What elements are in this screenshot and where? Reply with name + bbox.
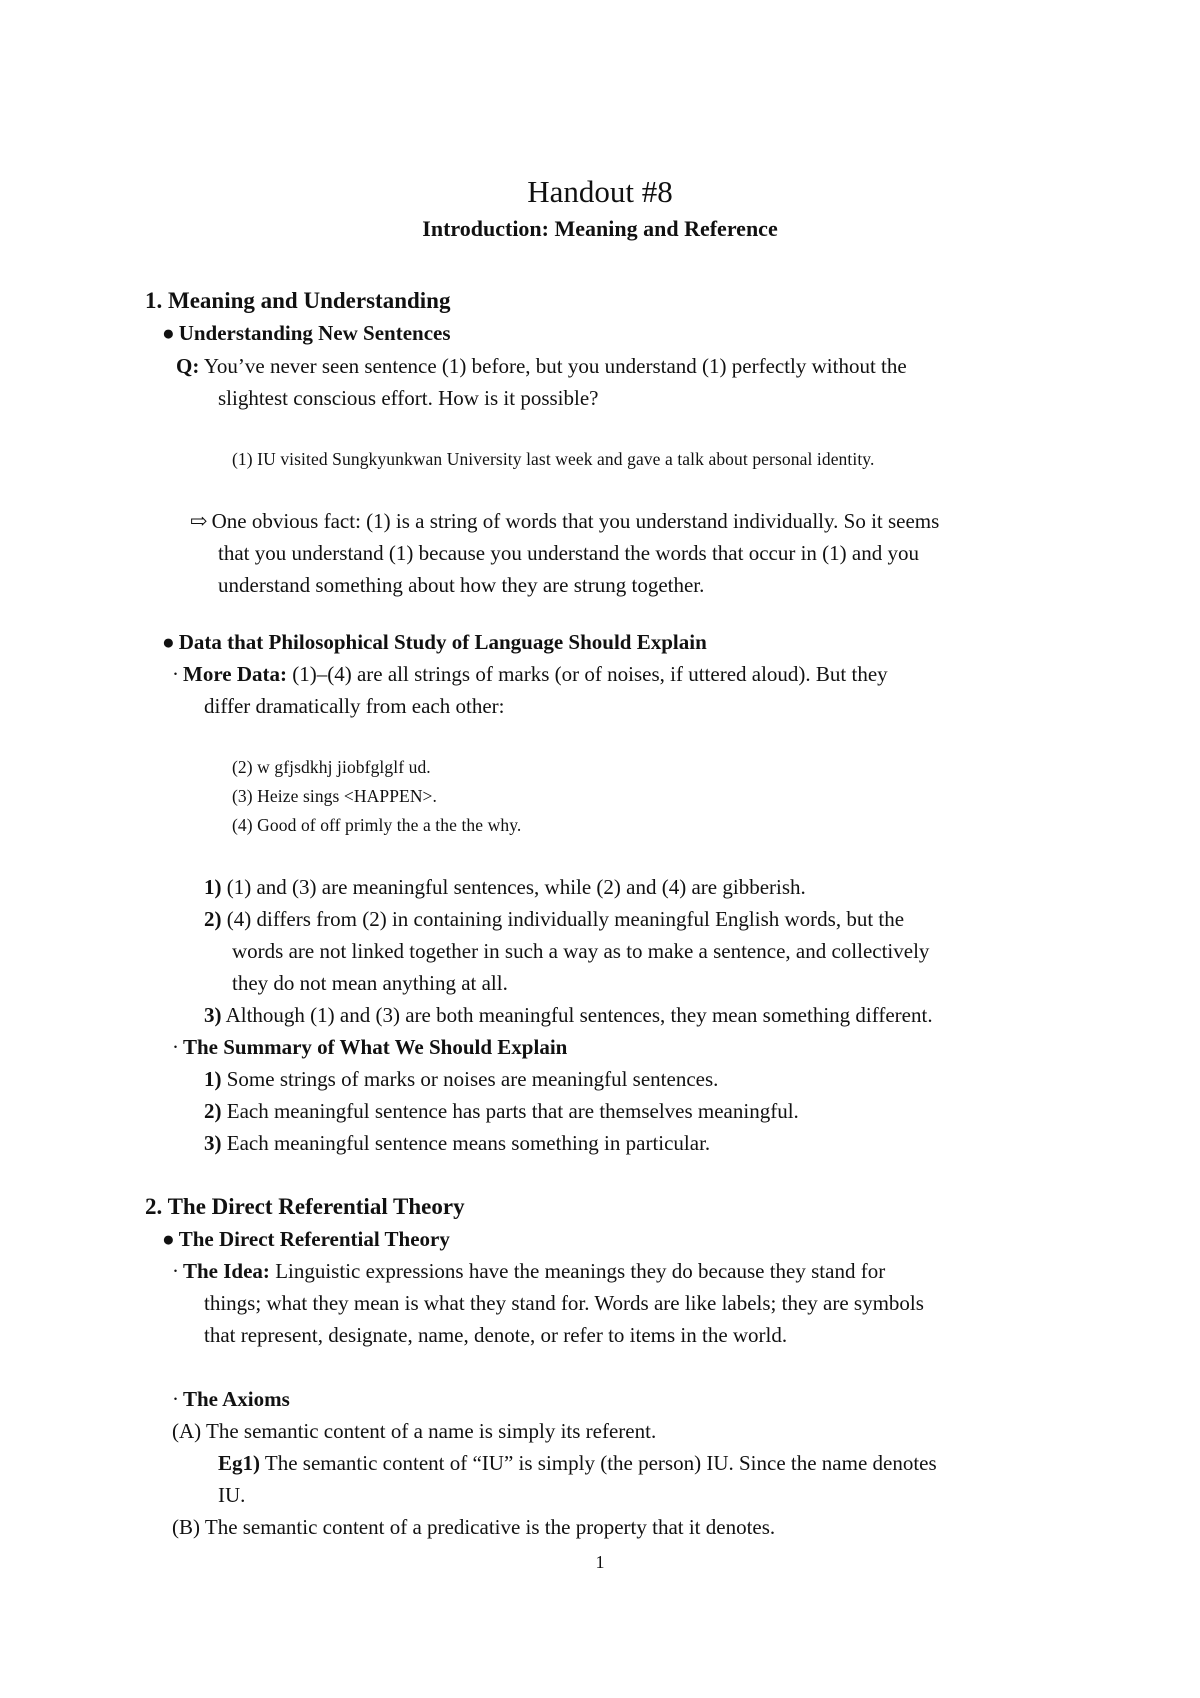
point-2-line-1 bbox=[204, 904, 904, 934]
more-data-line-1 bbox=[172, 659, 888, 689]
example-sentence-2: (2) w gfjsdkhj jiobfglglf ud. bbox=[232, 757, 431, 777]
subsection-data-to-explain bbox=[162, 627, 707, 657]
fact-line-1 bbox=[190, 506, 939, 536]
section-2-heading: 2. The Direct Referential Theory bbox=[145, 1194, 465, 1219]
page-number: 1 bbox=[595, 1552, 605, 1572]
example-label: Eg1) bbox=[218, 1451, 260, 1475]
dot-icon: · bbox=[172, 1259, 179, 1283]
subsection-direct-referential-theory bbox=[162, 1224, 450, 1254]
subsection-understanding-new-sentences bbox=[162, 318, 451, 348]
summary-heading-text: The Summary of What We Should Explain bbox=[183, 1035, 568, 1059]
subsection-heading: Understanding New Sentences bbox=[178, 321, 451, 345]
handout-title: Handout #8 bbox=[527, 174, 673, 209]
summary-label: 1) bbox=[204, 1067, 222, 1091]
summary-text: Some strings of marks or noises are meaningful sentences. bbox=[226, 1067, 719, 1091]
idea-line-3: that represent, designate, name, denote, or refer to items in the world. bbox=[204, 1323, 788, 1347]
question-label: Q: bbox=[176, 354, 200, 378]
subsection-heading: Data that Philosophical Study of Language Should Explain bbox=[178, 630, 707, 654]
question-line-1 bbox=[176, 351, 907, 381]
idea-line-1 bbox=[172, 1256, 885, 1286]
point-label: 1) bbox=[204, 875, 222, 899]
example-sentence-4: (4) Good of off primly the a the the why. bbox=[232, 815, 522, 835]
more-data-text: (1)–(4) are all strings of marks (or of noises, if uttered aloud). But they bbox=[292, 662, 888, 686]
question-text: You’ve never seen sentence (1) before, but you understand (1) perfectly without the bbox=[203, 354, 907, 378]
point-text: Although (1) and (3) are both meaningful sentences, they mean something different. bbox=[225, 1003, 933, 1027]
point-1 bbox=[204, 872, 806, 902]
point-3 bbox=[204, 1000, 933, 1030]
point-text: (4) differs from (2) in containing individually meaningful English words, but the bbox=[226, 907, 905, 931]
example-sentence-3: (3) Heize sings <HAPPEN>. bbox=[232, 786, 437, 806]
summary-item-2 bbox=[204, 1096, 799, 1126]
fact-line-2: that you understand (1) because you understand the words that occur in (1) and you bbox=[218, 541, 919, 565]
handout-subtitle: Introduction: Meaning and Reference bbox=[422, 216, 778, 241]
summary-heading bbox=[172, 1032, 567, 1062]
axioms-heading-text: The Axioms bbox=[183, 1387, 290, 1411]
point-text: (1) and (3) are meaningful sentences, while (2) and (4) are gibberish. bbox=[226, 875, 806, 899]
example-sentence-1: (1) IU visited Sungkyunkwan University last week and gave a talk about personal identity. bbox=[232, 449, 875, 469]
example-text: The semantic content of “IU” is simply (the person) IU. Since the name denotes bbox=[264, 1451, 937, 1475]
idea-line-2: things; what they mean is what they stand for. Words are like labels; they are symbols bbox=[204, 1291, 924, 1315]
point-2-line-2: words are not linked together in such a way as to make a sentence, and collectively bbox=[232, 939, 930, 963]
summary-item-1 bbox=[204, 1064, 718, 1094]
arrow-right-icon: ⇨ bbox=[190, 509, 208, 533]
summary-text: Each meaningful sentence means something in particular. bbox=[226, 1131, 711, 1155]
fact-text: One obvious fact: (1) is a string of words that you understand individually. So it seems bbox=[211, 509, 940, 533]
question-line-2: slightest conscious effort. How is it possible? bbox=[218, 386, 599, 410]
more-data-line-2: differ dramatically from each other: bbox=[204, 694, 505, 718]
dot-icon: · bbox=[172, 1035, 179, 1059]
fact-line-3: understand something about how they are strung together. bbox=[218, 573, 705, 597]
axiom-b: (B) The semantic content of a predicative is the property that it denotes. bbox=[172, 1515, 776, 1539]
point-label: 3) bbox=[204, 1003, 222, 1027]
summary-label: 2) bbox=[204, 1099, 222, 1123]
axioms-heading bbox=[172, 1384, 290, 1414]
more-data-label: More Data: bbox=[183, 662, 287, 686]
bullet-icon: ● bbox=[162, 321, 175, 345]
section-1-heading: 1. Meaning and Understanding bbox=[145, 288, 451, 313]
dot-icon: · bbox=[172, 662, 179, 686]
example-eg1-line-1 bbox=[218, 1448, 937, 1478]
bullet-icon: ● bbox=[162, 630, 175, 654]
point-label: 2) bbox=[204, 907, 222, 931]
dot-icon: · bbox=[172, 1387, 179, 1411]
summary-label: 3) bbox=[204, 1131, 222, 1155]
point-2-line-3: they do not mean anything at all. bbox=[232, 971, 508, 995]
summary-item-3 bbox=[204, 1128, 710, 1158]
axiom-a: (A) The semantic content of a name is simply its referent. bbox=[172, 1419, 657, 1443]
idea-label: The Idea: bbox=[183, 1259, 270, 1283]
idea-text: Linguistic expressions have the meanings they do because they stand for bbox=[275, 1259, 886, 1283]
subsection-heading: The Direct Referential Theory bbox=[178, 1227, 450, 1251]
summary-text: Each meaningful sentence has parts that are themselves meaningful. bbox=[226, 1099, 799, 1123]
bullet-icon: ● bbox=[162, 1227, 175, 1251]
example-eg1-line-2: IU. bbox=[218, 1483, 246, 1507]
